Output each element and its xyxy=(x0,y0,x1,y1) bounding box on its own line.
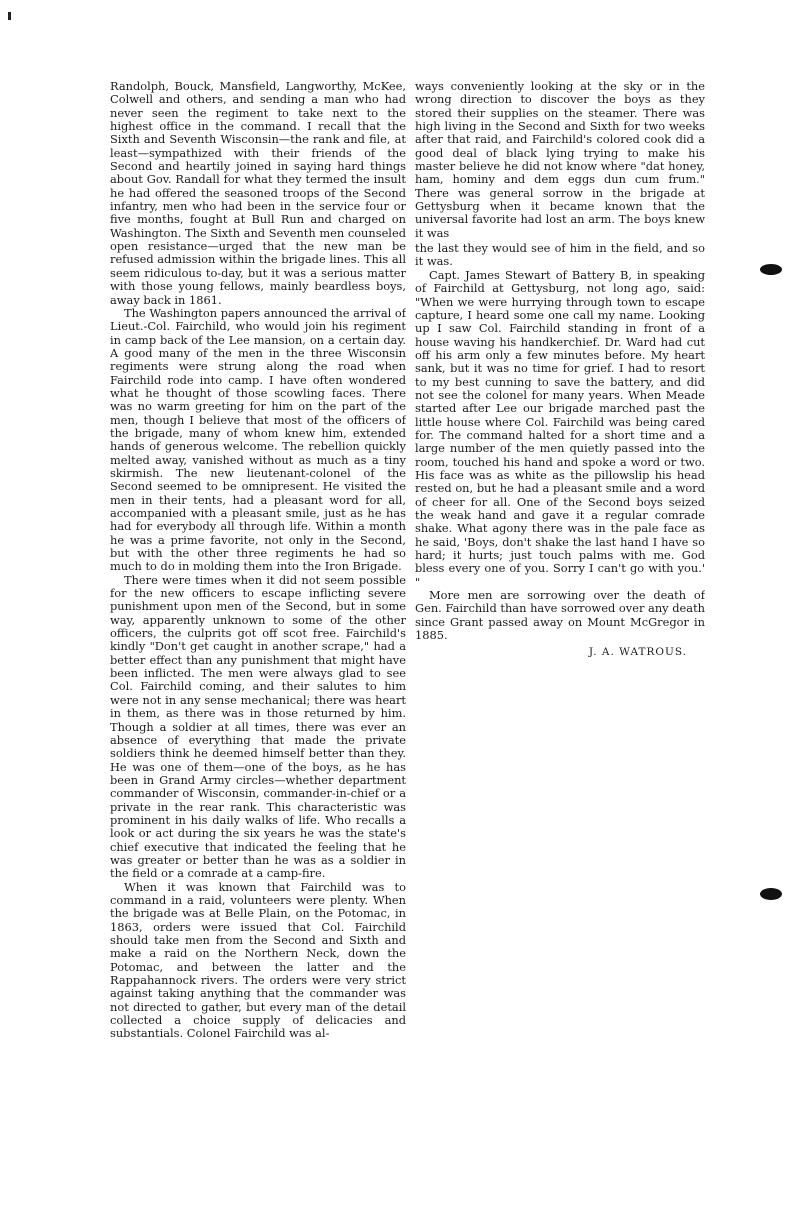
ink-blot xyxy=(760,264,782,275)
scan-edge-mark xyxy=(8,12,11,20)
ink-blot xyxy=(760,888,782,900)
article-paragraph: When it was known that Fairchild was to command in a raid, volunteers were plenty. When the brigade was at Belle Plain, on the Potomac, in 1863, orders were issued that Col. Fairchild should take men from the Second and Sixth and make a raid on the Northern Neck, down the Potomac, and between the latter and the Rappahannock rivers. The orders were very strict against taking anything that the commander was not directed to gather, but every man of the detail collected a choice supply of delicacies and substantials. Colonel Fairchild was al- xyxy=(110,879,406,1041)
author-signature: J. A. WATROUS. xyxy=(588,646,687,659)
article-paragraph: More men are sorrowing over the death of Gen. Fairchild than have sorrowed over any death since Grant passed away on Mount McGregor in 1885. xyxy=(415,588,705,643)
article-paragraph: There were times when it did not seem possible for the new officers to escape inflicting severe punishment upon men of the Second, but in some way, apparently unknown to some of the other officers, the culprits got off scot free. Fairchild's kindly "Don't get caught in another scrape," had a better effect than any punishment that might have been inflicted. The men were always glad to see Col. Fairchild coming, and their salutes to him were not in any sense mechanical; there was heart in them, as there was in those returned by him. Though a soldier at all times, there was ever an absence of everything that made the private soldiers think he deemed himself better than they. He was one of them—one of the boys, as he has been in Grand Army circles—whether department commander of Wisconsin, commander-in-chief or a private in the rear rank. This characteristic was prominent in his daily walks of life. Who recalls a look or act during the six years he was the state's chief executive that indicated the feeling that he was greater or better than he was as a soldier in the field or a comrade at a camp-fire. xyxy=(110,572,406,881)
article-left-column xyxy=(110,80,406,1170)
article-paragraph: Capt. James Stewart of Battery B, in speaking of Fairchild at Gettysburg, not long ago, said: "When we were hurrying through town to escape capture, I heard some one call my name. Looking up I saw Col. Fairchild standing in front of a house waving his handkerchief. Dr. Ward had cut off his arm only a few minutes before. My heart sank, but it was no time for grief. I had to resort to my best cunning to save the battery, and did not see the colonel for many years. When Meade started after Lee our brigade marched past the little house where Col. Fairchild was being cared for. The command halted for a short time and a large number of the men quietly passed into the room, touched his hand and spoke a word or two. His face was as white as the pillowslip his head rested on, but he had a pleasant smile and a word of cheer for all. One of the Second boys seized the weak hand and gave it a regular comrade shake. What agony there was in the pale face as he said, 'Boys, don't shake the last hand I have so hard; it hurts; just touch palms with me. God bless every one of you. Sorry I can't go with you.' " xyxy=(415,267,705,589)
article-paragraph: ways conveniently looking at the sky or in the wrong direction to discover the boys as they stored their supplies on the steamer. There was high living in the Second and Sixth for two weeks after that raid, and Fairchild's colored cook did a good deal of black lying trying to make his master believe he did not know where "dat honey, ham, hominy and dem eggs dun cum frum." There was general sorrow in the brigade at Gettysburg when it became known that the universal favorite had lost an arm. The boys knew it was xyxy=(415,80,705,240)
article-paragraph: Randolph, Bouck, Mansfield, Langworthy, McKee, Colwell and others, and sending a man who had never seen the regiment to take next to the highest office in the command. I recall that the Sixth and Seventh Wisconsin—the rank and file, at least—sympathized with their friends of the Second and heartily joined in saying hard things about Gov. Randall for what they termed the insult he had offered the seasoned troops of the Second infantry, men who had been in the service four or five months, fought at Bull Run and charged on Washington. The Sixth and Seventh men counseled open resistance—urged that the new man be refused admission within the brigade lines. This all seem ridiculous to-day, but it was a serious matter with those young fellows, mainly beardless boys, away back in 1861. xyxy=(110,80,406,307)
article-right-column xyxy=(415,80,705,680)
article-paragraph: the last they would see of him in the field, and so it was. xyxy=(415,241,705,269)
article-paragraph: The Washington papers announced the arrival of Lieut.-Col. Fairchild, who would join his regiment in camp back of the Lee mansion, on a certain day. A good many of the men in the three Wisconsin regiments were strung along the road when Fairchild rode into camp. I have often wondered what he thought of those scowling faces. There was no warm greeting for him on the part of the men, though I believe that most of the officers of the brigade, many of whom knew him, extended hands of generous welcome. The rebellion quickly melted away, vanished without as much as a tiny skirmish. The new lieutenant-colonel of the Second seemed to be omnipresent. He visited the men in their tents, had a pleasant word for all, accompanied with a pleasant smile, just as he has had for everybody all through life. Within a month he was a prime favorite, not only in the Second, but with the other three regiments he had so much to do in molding them into the Iron Brigade. xyxy=(110,305,406,574)
